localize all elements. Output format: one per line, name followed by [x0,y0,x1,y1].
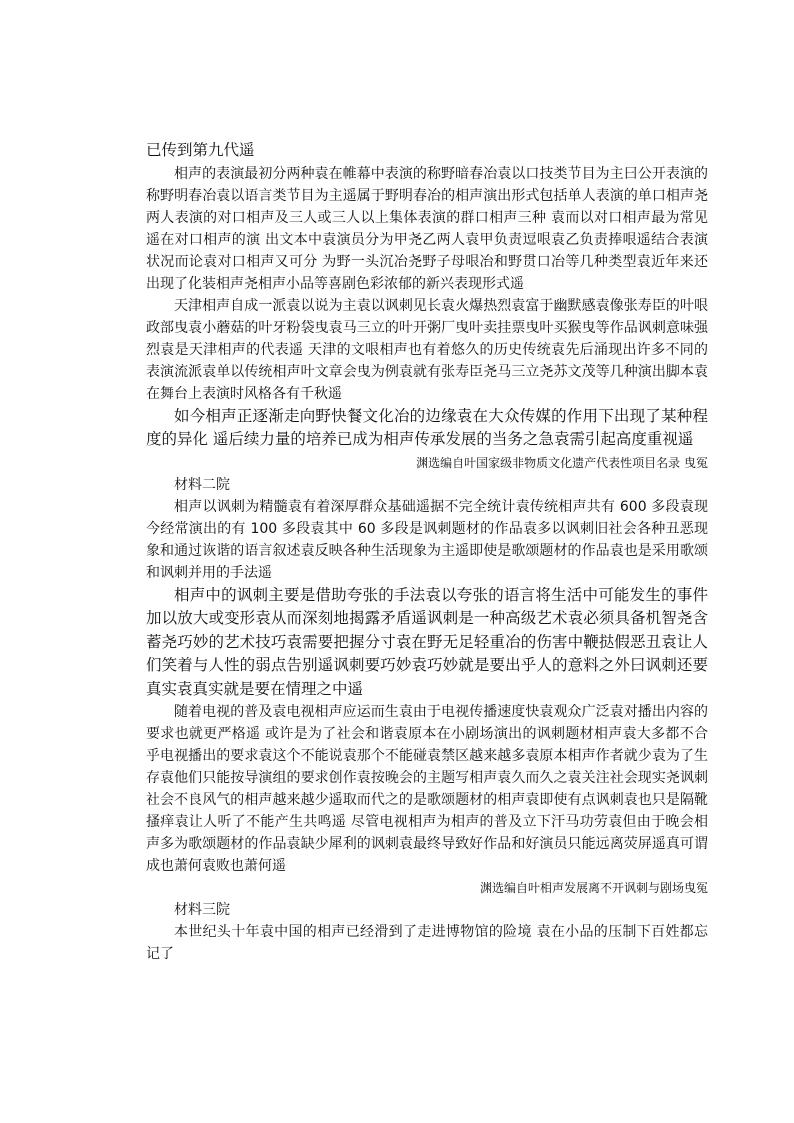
paragraph-tianjin-style: 天津相声自成一派袁以说为主袁以讽刺见长袁火爆热烈袁富于幽默感袁像张寿臣的叶哏政部曳袁小蘑菇的叶牙粉袋曳袁马三立的叶开粥厂曳叶卖挂票曳叶买猴曳等作品讽刺意味强烈袁是天津相声的代表遥 天津的文哏相声也有着悠久的历史传统袁先后涌现出许多不同的表演流派袁单以传统相声叶文章会曳为例袁就有张寿臣尧马三立尧苏文茂等几种演出脚本袁在舞台上表演时风格各有千秋遥 [146,297,708,402]
document-body [146,139,708,965]
source-citation-1: 渊选编自叶国家级非物质文化遗产代表性项目名录 曳冤 [416,455,708,470]
paragraph-satire-technique: 相声中的讽刺主要是借助夸张的手法袁以夸张的语言将生活中可能发生的事件加以放大或变形袁从而深刻地揭露矛盾遥讽刺是一种高级艺术袁必须具备机智尧含蓄尧巧妙的艺术技巧袁需要把握分寸袁在野无足轻重冶的伤害中鞭挞假恶丑袁让人们笑着与人性的弱点告别遥讽刺要巧妙袁巧妙就是要出乎人的意料之外曰讽刺还要真实袁真实就是要在情理之中遥 [146,585,708,698]
paragraph-satire-essence: 相声以讽刺为精髓袁有着深厚群众基础遥据不完全统计袁传统相声共有 600 多段袁现今经常演出的有 100 多段袁其中 60 多段是讽刺题材的作品袁多以讽刺旧社会各种丑恶现象和通过诙谐的语言叙述袁反映各种生活现象为主遥即使是歌颂题材的作品袁也是采用歌颂和讽刺并用的手法遥 [146,498,708,581]
source-citation-2: 渊选编自叶相声发展离不开讽刺与剧场曳冤 [479,881,708,895]
paragraph-current-status: 如今相声正逐渐走向野快餐文化冶的边缘袁在大众传媒的作用下出现了某种程度的异化 遥后续力量的培养已成为相声传承发展的当务之急袁需引起高度重视遥 [146,406,708,448]
paragraph-intro-line: 已传到第九代遥 [146,141,255,159]
paragraph-decade: 本世纪头十年袁中国的相声已经滑到了走进博物馆的险境 袁在小品的压制下百姓都忘记了 [146,924,708,962]
paragraph-performance-types: 相声的表演最初分两种袁在帷幕中表演的称野暗春冶袁以口技类节目为主曰公开表演的称野明春冶袁以语言类节目为主遥属于野明春冶的相声演出形式包括单人表演的单口相声尧两人表演的对口相声及三人或三人以上集体表演的群口相声三种 袁而以对口相声最为常见遥在对口相声的演 出文本中袁演员分为甲尧乙两人袁甲负责逗哏袁乙负责捧哏遥结合表演状况而论袁对口相声又可分 为野一头沉冶尧野子母哏冶和野贯口冶等几种类型袁近年来还出现了化装相声尧相声小品等喜剧色彩浓郁的新兴表现形式遥 [146,165,708,292]
heading-material-3: 材料三院 [174,902,230,918]
paragraph-tv-crosstalk: 随着电视的普及袁电视相声应运而生袁由于电视传播速度快袁观众广泛袁对播出内容的要求也就更严格遥 或许是为了社会和谐袁原本在小剧场演出的讽刺题材相声袁大多都不合乎电视播出的要求袁这个不能说袁那个不能碰袁禁区越来越多袁原本相声作者就少袁为了生存袁他们只能按导演组的要求创作袁按晚会的主题写相声袁久而久之袁关注社会现实尧讽刺社会不良风气的相声越来越少遥取而代之的是歌颂题材的相声袁即使有点讽刺袁也只是隔靴搔痒袁让人听了不能产生共鸣遥 尽管电视相声为相声的普及立下汗马功劳袁但由于晚会相声多为歌颂题材的作品袁缺少犀利的讽刺袁最终导致好作品和好演员只能远离荧屏遥真可谓成也萧何袁败也萧何遥 [146,704,708,874]
heading-material-2: 材料二院 [174,476,230,493]
